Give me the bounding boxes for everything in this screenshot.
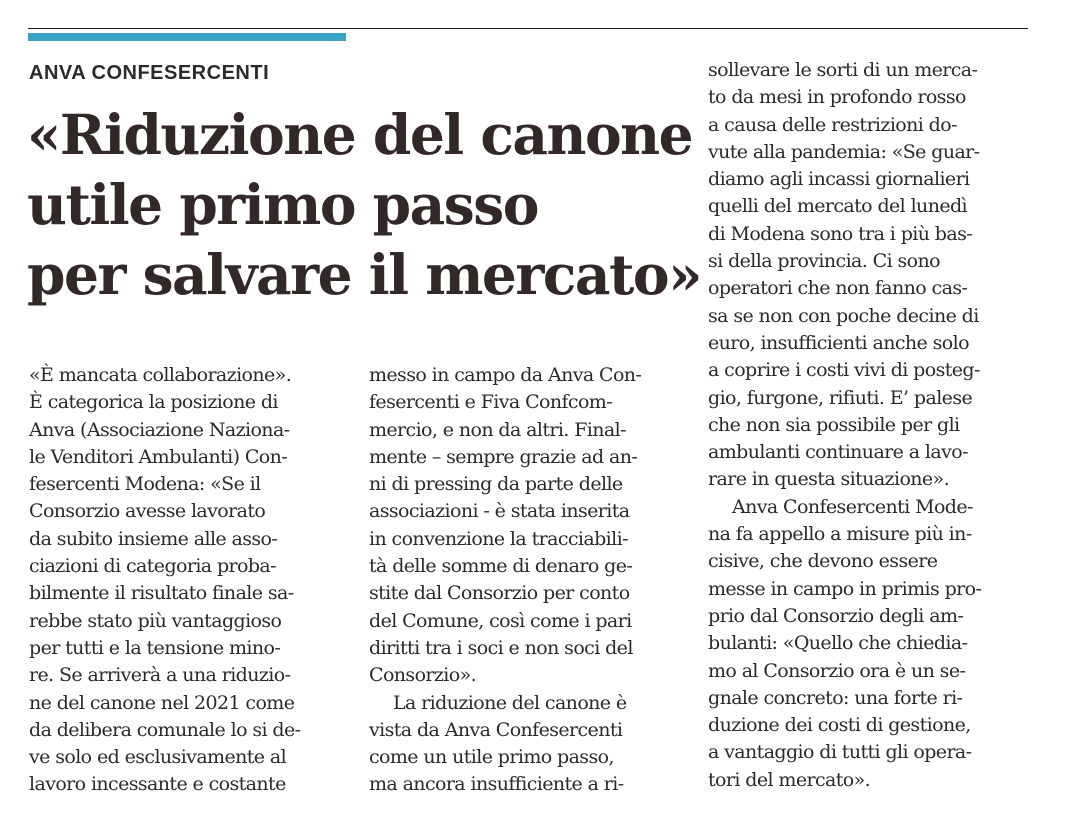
text-line: ni di pressing da parte delle	[369, 473, 623, 496]
headline-line: «Riduzione del canone	[27, 102, 693, 167]
text-line: le Venditori Ambulanti) Con-	[29, 445, 288, 468]
text-line: quelli del mercato del lunedì	[708, 195, 968, 218]
text-line: Anva Confesercenti Mode-	[732, 495, 973, 518]
text-line: È categorica la posizione di	[29, 391, 278, 414]
text-line: na fa appello a misure più in-	[708, 523, 972, 546]
text-line: prio dal Consorzio degli am-	[708, 604, 964, 627]
text-line: «È mancata collaborazione».	[29, 364, 292, 386]
text-line: mercio, e non da altri. Final-	[369, 418, 626, 441]
headline-line: per salvare il mercato»	[27, 242, 701, 307]
text-line: a coprire i costi vivi di posteg-	[708, 359, 980, 382]
article-column-1	[29, 362, 334, 799]
text-line: vute alla pandemia: «Se guar-	[708, 140, 980, 163]
text-line: fesercenti Modena: «Se il	[29, 473, 261, 496]
text-line: ambulanti continuare a lavo-	[708, 441, 968, 464]
text-line: mo al Consorzio ora è un se-	[708, 659, 966, 682]
text-line: sollevare le sorti di un merca-	[708, 59, 978, 81]
text-line: da delibera comunale lo si de-	[29, 718, 301, 741]
text-line: da subito insieme alle asso-	[29, 527, 278, 550]
text-line: re. Se arriverà a una riduzio-	[29, 664, 291, 687]
text-line: euro, insufficienti anche solo	[708, 331, 969, 354]
text-line: a causa delle restrizioni do-	[708, 113, 957, 136]
article-column-2	[369, 362, 675, 799]
text-line: tori del mercato».	[708, 768, 871, 791]
headline	[27, 100, 701, 310]
text-line: a vantaggio di tutti gli opera-	[708, 741, 972, 764]
section-accent-bar	[28, 33, 346, 41]
text-line: messo in campo da Anva Con-	[369, 364, 642, 386]
text-line: diamo agli incassi giornalieri	[708, 168, 970, 191]
text-line: tà delle somme di denaro ge-	[369, 555, 633, 578]
text-line: mente – sempre grazie ad an-	[369, 445, 638, 468]
text-line: gnale concreto: una forte ri-	[708, 686, 963, 709]
text-line: sa se non con poche decine di	[708, 304, 979, 327]
text-line: operatori che non fanno cas-	[708, 277, 968, 300]
text-line: stite dal Consorzio per conto	[369, 582, 630, 605]
top-rule	[28, 28, 1028, 29]
text-line: gio, furgone, rifiuti. E’ palese	[708, 386, 973, 409]
headline-line: utile primo passo	[27, 172, 538, 237]
article-column-3	[708, 57, 1018, 794]
text-line: ciazioni di categoria proba-	[29, 555, 276, 578]
text-line: in convenzione la tracciabili-	[369, 527, 628, 550]
text-line: del Comune, così come i pari	[369, 609, 632, 632]
text-line: fesercenti e Fiva Confcom-	[369, 391, 613, 414]
text-line: La riduzione del canone è	[393, 691, 627, 714]
text-line: bulanti: «Quello che chiedia-	[708, 632, 968, 655]
text-line: duzione dei costi di gestione,	[708, 714, 971, 737]
text-line: rare in questa situazione».	[708, 468, 950, 491]
text-line: cisive, che devono essere	[708, 550, 938, 573]
text-line: Consorzio avesse lavorato	[29, 500, 266, 523]
text-line: si della provincia. Ci sono	[708, 250, 940, 273]
text-line: ve solo ed esclusivamente al	[29, 746, 287, 769]
text-line: bilmente il risultato finale sa-	[29, 582, 294, 605]
text-line: associazioni - è stata inserita	[369, 500, 630, 523]
text-line: come un utile primo passo,	[369, 746, 614, 769]
text-line: diritti tra i soci e non soci del	[369, 636, 633, 659]
text-line: Anva (Associazione Naziona-	[29, 418, 290, 441]
kicker: ANVA CONFESERCENTI	[29, 62, 270, 84]
text-line: rebbe stato più vantaggioso	[29, 609, 282, 632]
text-line: Consorzio».	[369, 664, 477, 687]
text-line: ne del canone nel 2021 come	[29, 691, 295, 714]
text-line: ma ancora insufficiente a ri-	[369, 773, 624, 796]
text-line: per tutti e la tensione mino-	[29, 636, 281, 659]
text-line: lavoro incessante e costante	[29, 773, 286, 796]
text-line: to da mesi in profondo rosso	[708, 86, 966, 109]
text-line: messe in campo in primis pro-	[708, 577, 982, 600]
text-line: che non sia possibile per gli	[708, 413, 960, 436]
text-line: vista da Anva Confesercenti	[369, 718, 623, 741]
text-line: di Modena sono tra i più bas-	[708, 222, 973, 245]
